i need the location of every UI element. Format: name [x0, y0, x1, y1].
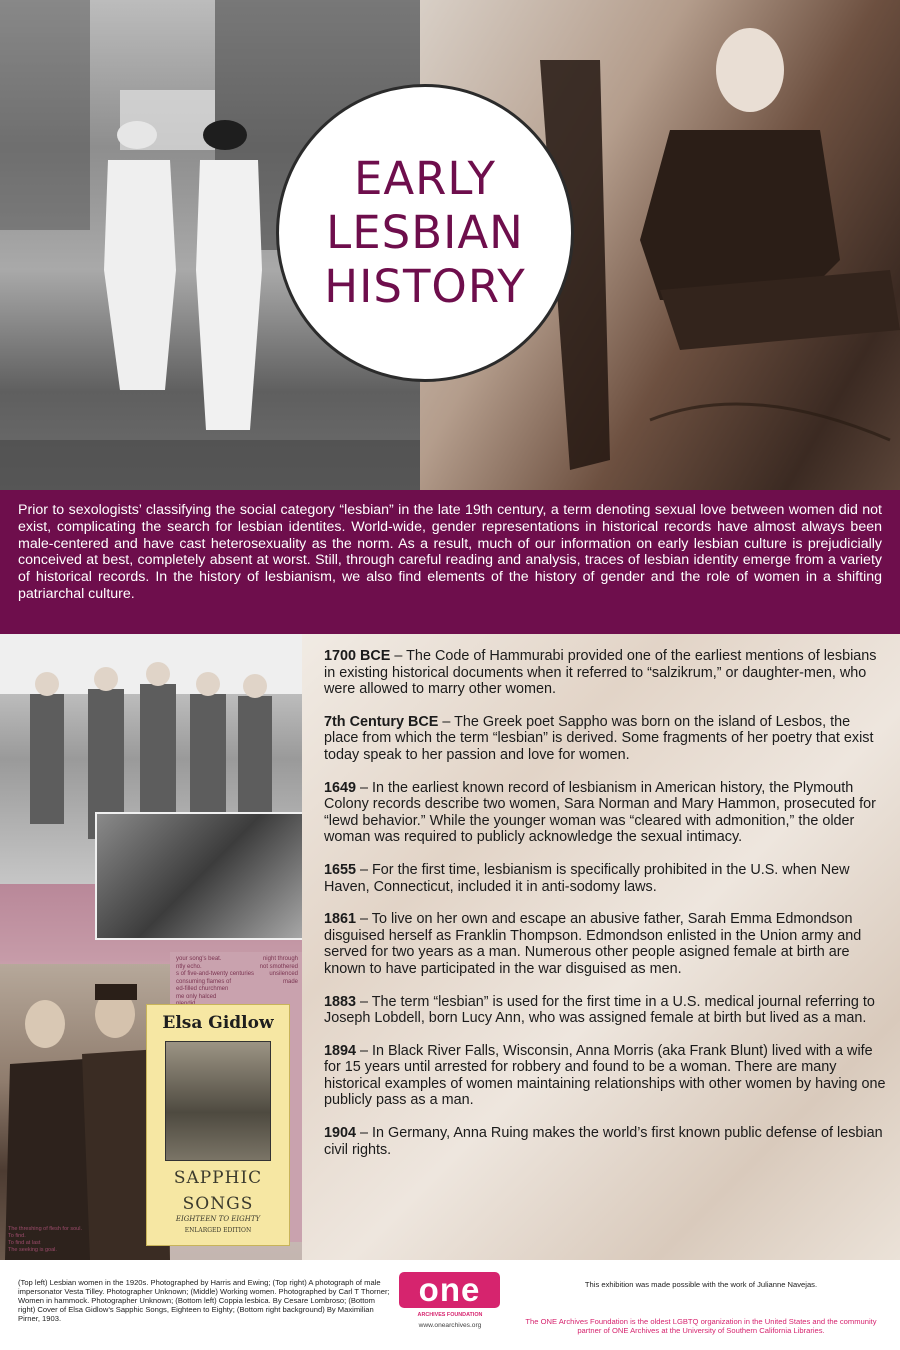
timeline-date: 1894	[324, 1042, 357, 1059]
foundation-statement: The ONE Archives Foundation is the oldest LGBTQ organization in the United States and the community partner of ONE Archives at the University of Southern California Libraries.	[525, 1317, 877, 1335]
timeline-text: – The Code of Hammurabi provided one of the earliest mentions of lesbians in existing historical documents when it referred to “salzikrum,” or daughter-men, who were allowed to marry other women.	[324, 648, 877, 698]
timeline-date: 1700 BCE	[324, 648, 391, 664]
title-line-3: HISTORY	[324, 260, 526, 313]
title-line-2: LESBIAN	[326, 206, 524, 259]
book-cover-sapphic-songs	[146, 1004, 290, 1246]
timeline-entry	[324, 648, 886, 698]
book-title-line-2: SONGS	[182, 1194, 254, 1214]
timeline-entry	[324, 911, 886, 977]
book-subtitle: EIGHTEEN TO EIGHTY	[175, 1215, 261, 1223]
timeline-date: 1861	[324, 911, 357, 928]
timeline-date: 7th Century BCE	[324, 713, 439, 730]
timeline	[302, 634, 900, 1260]
book-portrait	[165, 1041, 271, 1161]
timeline-entry	[324, 994, 886, 1027]
title-line-1: EARLY	[353, 152, 497, 205]
footer	[0, 1260, 900, 1350]
timeline-entry	[324, 780, 886, 846]
poem-bottom-text: The threshing of flesh for soul. To find. To find at last The seeking is goal.	[8, 1226, 82, 1253]
book-title-line-1: SAPPHIC	[173, 1168, 263, 1188]
photo-coppia-lesbica	[0, 964, 170, 1260]
title-circle	[276, 84, 574, 382]
timeline-text: – In the earliest known record of lesbianism in American history, the Plymouth Colony records describe two women, Sara Norman and Mary Hammon, prosecuted for “lewd behavior.” While the younger woman was “cleared with admonition,” the older woman was required to publicly acknowledge the sexual intimacy.	[324, 779, 876, 846]
website-link[interactable]: www.onearchives.org	[418, 1322, 482, 1329]
poem-background-text: your song's beat. ntly echo. s of five-and-twenty centuries consuming flames of ed-filled churchmen me only halced night through not smothered unsilenced made	[170, 952, 302, 1242]
one-archives-logo[interactable]: one	[399, 1272, 500, 1308]
timeline-date: 1904	[324, 1125, 357, 1142]
timeline-text: – To live on her own and escape an abusive father, Sarah Emma Edmondson disguised herself as Franklin Thompson. Edmondson enlisted in the Union army and served for two years as a man. Numerous other people asigned female at birth are known to have participated in the war disguised as men.	[324, 911, 862, 977]
book-author: Elsa Gidlow	[162, 1013, 274, 1033]
book-edition: ENLARGED EDITION	[184, 1227, 252, 1234]
photo-women-in-hammock	[95, 812, 302, 940]
timeline-date: 1649	[324, 779, 357, 796]
timeline-entry	[324, 1043, 886, 1109]
intro-paragraph: Prior to sexologists’ classifying the social category “lesbian” in the late 19th century, a term denoting sexual love between women did not exist, complicating the search for lesbian identites. World-wide, gender representations in historical records have almost always been male-centered and have cast heterosexuality as the norm. As a result, much of our information on early lesbian culture is prejudicially conceived at best, completely absent at worst. Still, through careful reading and analysis, traces of lesbian identity emerge from a variety of historical records. In the history of lesbianism, we also find elements of the history of gender and the role of women in a shifting patriarchal culture.	[0, 490, 900, 634]
poem-right-column: night through not smothered unsilenced made	[259, 956, 298, 985]
hero-banner	[0, 0, 900, 490]
timeline-text: – The term “lesbian” is used for the first time in a U.S. medical journal referring to Joseph Lobdell, born Lucy Ann, who was assigned female at birth but lived as a man.	[324, 993, 875, 1027]
photo-coppia-lesbica-shapes	[0, 964, 170, 1260]
timeline-text: – The Greek poet Sappho was born on the island of Lesbos, the place from which the term “lesbian” is derived. Some fragments of her poetry that exist today speak to her passion and love for women.	[324, 713, 874, 763]
timeline-date: 1883	[324, 993, 357, 1010]
timeline-text: – In Germany, Anna Ruing makes the world’s first known public defense of lesbian civil rights.	[324, 1125, 883, 1158]
photo-credits: (Top left) Lesbian women in the 1920s. Photographed by Harris and Ewing; (Top right) A photograph of male impersonator Vesta Tilley. Photographer Unknown; (Middle) Working women. Photographed by Carl T Thorner; Women in hammock. Photographer Unknown; (Bottom left) Coppia lesbica. By Cesare Lombroso; (Bottom right) Cover of Elsa Gidlow’s Sapphic Songs, Eighteen to Eighty; (Bottom right background) By Maximilian Pirner, 1903.	[18, 1278, 390, 1323]
timeline-entry	[324, 862, 886, 895]
timeline-text: – For the first time, lesbianism is specifically prohibited in the U.S. when New Haven, Connecticut, included it in anti-sodomy laws.	[324, 861, 850, 895]
logo-subtitle: ARCHIVES FOUNDATION	[417, 1312, 483, 1318]
timeline-date: 1655	[324, 861, 357, 878]
timeline-entry	[324, 714, 886, 764]
timeline-text: – In Black River Falls, Wisconsin, Anna Morris (aka Frank Blunt) lived with a wife for 15 years until arrested for robbery and found to be a woman. There are many historical examples of women maintaining relationships with other women by having one publicly pass as a man.	[324, 1042, 886, 1109]
acknowledgement: This exhibition was made possible with the work of Julianne Navejas.	[584, 1280, 818, 1289]
timeline-entry	[324, 1125, 886, 1158]
photo-collage	[0, 634, 302, 1260]
